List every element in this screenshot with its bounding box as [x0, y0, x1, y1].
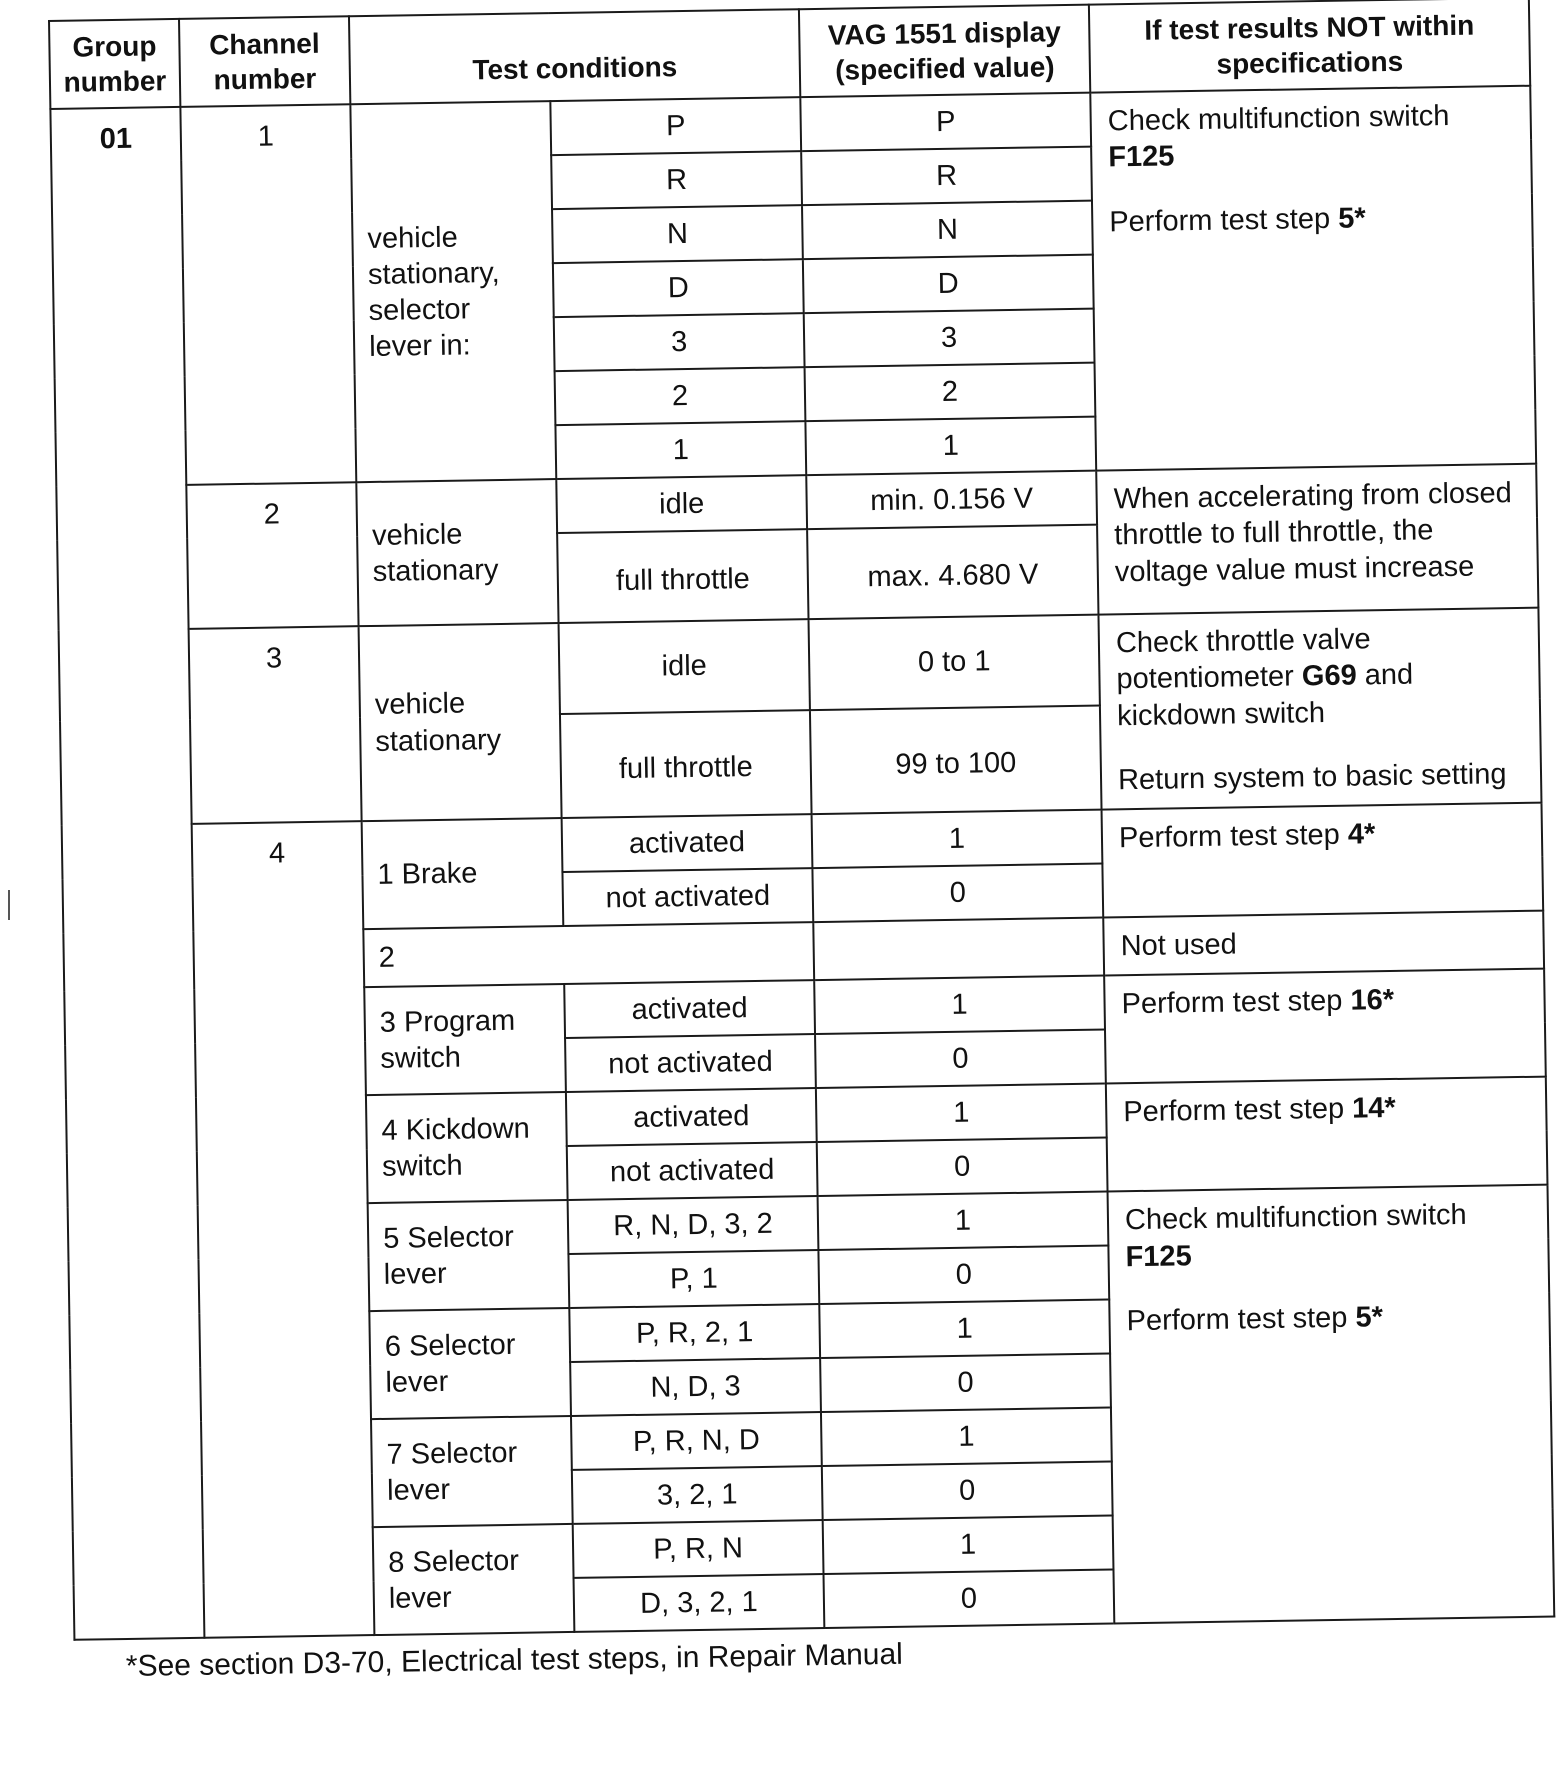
- action-text: Perform test step: [1126, 1301, 1348, 1337]
- group-number: 01: [50, 107, 204, 1640]
- action-text: Perform test step: [1118, 818, 1341, 855]
- condition-value: activated: [562, 814, 813, 872]
- action-text: Perform test step: [1109, 202, 1331, 238]
- display-value: 1: [816, 1084, 1107, 1143]
- condition-value: 3: [554, 313, 805, 371]
- condition-value: 2: [555, 367, 806, 425]
- display-value: 1: [821, 1408, 1112, 1467]
- condition-value: D, 3, 2, 1: [574, 1574, 825, 1632]
- channel-number: 2: [186, 482, 358, 629]
- display-value: 0: [812, 864, 1103, 923]
- display-value: 1: [819, 1300, 1110, 1359]
- condition-value: 3, 2, 1: [572, 1466, 823, 1524]
- component-code: F125: [1125, 1239, 1192, 1273]
- component-code: G69: [1301, 659, 1357, 693]
- action-cell: [1106, 1077, 1548, 1192]
- condition-value: R: [551, 151, 802, 209]
- condition-value: not activated: [567, 1142, 818, 1200]
- channel-number: 3: [189, 626, 362, 824]
- display-value: D: [803, 255, 1094, 314]
- display-value: 0: [822, 1462, 1113, 1521]
- condition-value: not activated: [565, 1034, 816, 1092]
- condition-value: N, D, 3: [570, 1358, 821, 1416]
- test-step-ref: 16*: [1350, 984, 1395, 1017]
- spec-sheet: [48, 0, 1554, 1685]
- action-text: Check multifunction switch: [1124, 1199, 1467, 1237]
- display-value: [813, 918, 1104, 981]
- condition-label: 4 Kickdown switch: [366, 1092, 568, 1203]
- action-text: Check throttle valve potentiometer: [1115, 623, 1371, 696]
- condition-value: full throttle: [557, 529, 808, 623]
- action-cell: When accelerating from closed throttle to full throttle, the voltage value must increase: [1096, 464, 1538, 615]
- condition-value: idle: [559, 619, 810, 714]
- test-step-ref: 5*: [1355, 1300, 1384, 1334]
- condition-value: activated: [566, 1088, 817, 1146]
- display-value: P: [800, 93, 1091, 152]
- condition-label: 8 Selector lever: [373, 1524, 575, 1635]
- test-step-ref: 4*: [1347, 818, 1376, 851]
- display-value: 2: [805, 363, 1096, 422]
- action-cell: [1102, 803, 1544, 918]
- action-cell: [1090, 86, 1536, 471]
- condition-label: 3 Program switch: [364, 984, 566, 1095]
- condition-label: 5 Selector lever: [368, 1200, 570, 1311]
- condition-value: R, N, D, 3, 2: [568, 1196, 819, 1254]
- display-value: 1: [805, 417, 1096, 476]
- display-value: 1: [818, 1192, 1109, 1251]
- header-test-conditions: Test conditions: [349, 9, 800, 104]
- footnote: *See section D3-70, Electrical test steps, in Repair Manual: [125, 1638, 904, 1684]
- header-channel: Channel number: [179, 16, 350, 107]
- condition-value: activated: [564, 980, 815, 1038]
- header-display: VAG 1551 display (specified value): [799, 5, 1090, 98]
- action-cell: [1098, 608, 1541, 810]
- condition-label: vehicle stationary, selector lever in:: [350, 101, 556, 482]
- condition-label: 1 Brake: [362, 818, 564, 929]
- action-text: Check multifunction switch: [1107, 100, 1450, 138]
- condition-label: 7 Selector lever: [371, 1416, 573, 1527]
- action-text: Perform test step: [1121, 985, 1343, 1021]
- channel-number: 1: [180, 104, 356, 485]
- action-cell: [1108, 1185, 1555, 1624]
- condition-value: N: [552, 205, 803, 263]
- display-value: 1: [814, 976, 1105, 1035]
- test-step-ref: 5*: [1337, 201, 1366, 235]
- measuring-value-table: [48, 0, 1555, 1641]
- display-value: 0: [818, 1246, 1109, 1305]
- condition-label: vehicle stationary: [356, 479, 558, 626]
- display-value: 1: [823, 1516, 1114, 1575]
- condition-value: P: [550, 97, 801, 155]
- display-value: 0: [817, 1138, 1108, 1197]
- display-value: 0: [815, 1030, 1106, 1089]
- condition-label: 2: [363, 922, 814, 987]
- condition-value: not activated: [562, 868, 813, 926]
- scan-mark: [8, 890, 10, 920]
- action-text: Return system to basic setting: [1117, 757, 1507, 797]
- display-value: 0: [824, 1570, 1115, 1629]
- display-value: 3: [804, 309, 1095, 368]
- condition-value: P, R, 2, 1: [569, 1304, 820, 1362]
- condition-value: D: [553, 259, 804, 317]
- display-value: 99 to 100: [810, 705, 1102, 814]
- display-value: min. 0.156 V: [806, 471, 1097, 530]
- condition-label: vehicle stationary: [359, 623, 562, 821]
- header-group: Group number: [49, 19, 180, 109]
- condition-value: P, R, N, D: [571, 1412, 822, 1470]
- condition-value: P, 1: [568, 1250, 819, 1308]
- header-action: If test results NOT within specifications: [1089, 0, 1530, 93]
- display-value: 0 to 1: [809, 615, 1100, 710]
- display-value: 1: [812, 810, 1103, 869]
- action-text: and kickdown switch: [1116, 658, 1414, 732]
- display-value: R: [801, 147, 1092, 206]
- action-cell: Not used: [1103, 911, 1544, 976]
- component-code: F125: [1108, 140, 1175, 174]
- action-cell: [1104, 969, 1546, 1084]
- condition-value: P, R, N: [573, 1520, 824, 1578]
- display-value: N: [802, 201, 1093, 260]
- display-value: 0: [820, 1354, 1111, 1413]
- condition-value: idle: [556, 475, 807, 533]
- condition-label: 6 Selector lever: [369, 1308, 571, 1419]
- condition-value: full throttle: [560, 710, 812, 818]
- condition-value: 1: [555, 421, 806, 479]
- action-text: Perform test step: [1123, 1093, 1345, 1129]
- test-step-ref: 14*: [1351, 1092, 1396, 1125]
- display-value: max. 4.680 V: [807, 525, 1098, 620]
- channel-number: 4: [192, 821, 375, 1638]
